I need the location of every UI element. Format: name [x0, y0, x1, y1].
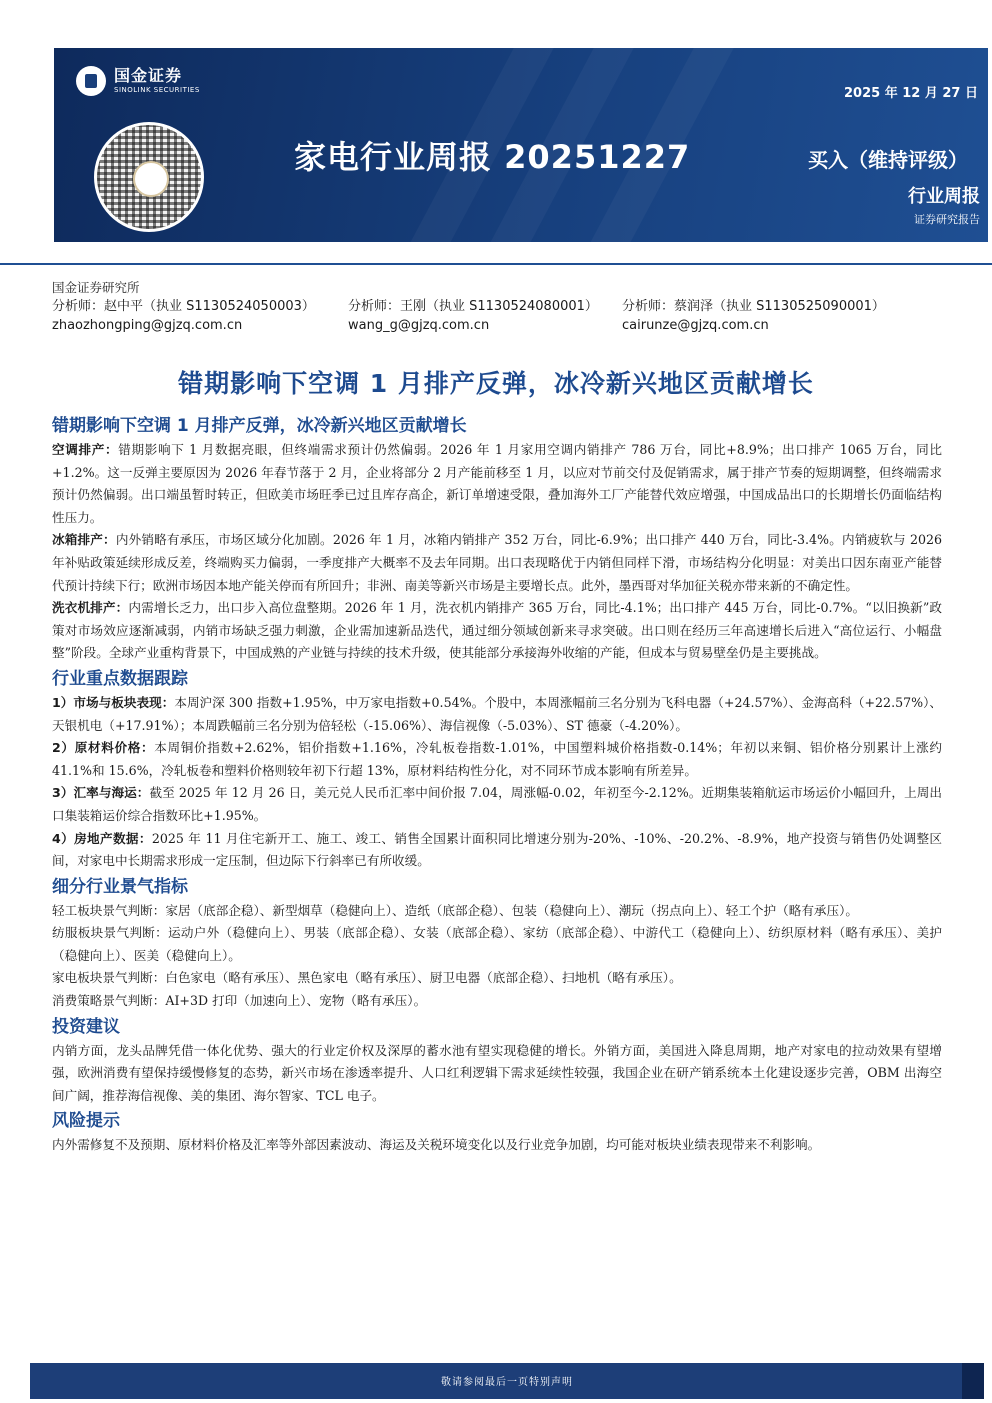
paragraph-lead: 1）市场与板块表现：	[52, 694, 175, 710]
footer-bar	[30, 1363, 984, 1399]
paragraph	[52, 828, 942, 873]
section-heading: 投资建议	[52, 1016, 120, 1037]
section-heading: 风险提示	[52, 1111, 120, 1132]
logo-icon	[76, 66, 106, 96]
paragraph: 家电板块景气判断：白色家电（略有承压）、黑色家电（略有承压）、厨卫电器（底部企稳）、扫地机（略有承压）。	[52, 970, 682, 986]
section-heading: 行业重点数据跟踪	[52, 668, 188, 689]
page-title: 错期影响下空调 1 月排产反弹，冰冷新兴地区贡献增长	[178, 369, 814, 398]
analyst-email[interactable]: wang_g@gjzq.com.cn	[348, 318, 490, 333]
paragraph-lead: 洗衣机排产：	[52, 600, 129, 616]
paragraph-text: 本周沪深 300 指数+1.95%，中万家电指数+0.54%。个股中，本周涨幅前三名分别为飞科电器（+24.57%）、金海高科（+22.57%）、天银机电（+17.91%）；本周跌幅前三名分别为倍轻松（-15.06%）、海信视像（-5.03%）、ST 德豪（-4.20%）。	[52, 694, 942, 733]
company-logo	[76, 66, 200, 96]
paragraph-lead: 冰箱排产：	[52, 532, 116, 548]
footer-corner	[962, 1363, 984, 1399]
paragraph-lead: 空调排产：	[52, 442, 119, 457]
paragraph: 消费策略景气判断：AI+3D 打印（加速向上）、宠物（略有承压）。	[52, 993, 427, 1009]
institute: 国金证券研究所	[52, 280, 140, 295]
footer-disclaimer: 敬请参阅最后一页特别声明	[441, 1377, 573, 1388]
paragraph-lead: 3）汇率与海运：	[52, 785, 150, 801]
report-date: 2025 年 12 月 27 日	[844, 86, 978, 101]
paragraph-lead: 4）房地产数据：	[52, 830, 152, 846]
paragraph	[52, 782, 942, 827]
qr-center-logo	[133, 161, 169, 197]
paragraph: 轻工板块景气判断：家居（底部企稳）、新型烟草（稳健向上）、造纸（底部企稳）、包装（稳健向上）、潮玩（拐点向上）、轻工个护（略有承压）。	[52, 902, 858, 918]
paragraph-text: 内外销略有承压，市场区域分化加剧。2026 年 1 月，冰箱内销排产 352 万台，同比-6.9%；出口排产 440 万台，同比-3.4%。内销疲软与 2026 年补贴政策延续形成反差，终端购买力偏弱，一季度排产大概率不及去年同期。出口表现略优于内销但同样下滑，市场结构分化明显：对美出口因东南亚产能替代预计持续下行；欧洲市场因本地产能关停而有所回升；非洲、南美等新兴市场是主要增长点。此外，墨西哥对华加征关税亦带来新的不确定性。	[52, 532, 943, 593]
paragraph-text: 2025 年 11 月住宅新开工、施工、竣工、销售全国累计面积同比增速分别为-20%、-10%、-20.2%、-8.9%，地产投资与销售仍处调整区间，对家电中长期需求形成一定压制，但边际下行斜率已有所收缓。	[52, 830, 943, 869]
analyst-emails	[52, 316, 952, 335]
analyst-name: 分析师：赵中平（执业 S1130524050003）	[52, 299, 315, 314]
analyst-email[interactable]: cairunze@gjzq.com.cn	[622, 318, 769, 333]
divider	[0, 263, 992, 265]
paragraph	[52, 692, 942, 737]
paragraph	[52, 737, 942, 782]
report-title: 家电行业周报 20251227	[294, 138, 691, 176]
paragraph-text: 错期影响下 1 月数据亮眼，但终端需求预计仍然偏弱。2026 年 1 月家用空调内销排产 786 万台，同比+8.9%；出口排产 1065 万台，同比+1.2%。这一反弹主要原因为 2026 年春节落于 2 月，企业将部分 2 月产能前移至 1 月，以应对节前交付及促销需求，属于排产节奏的短期调整，但终端需求预计仍然偏弱。出口端虽暂时转正，但欧美市场旺季已过且库存高企，新订单增速受限，叠加海外工厂产能替代效应增强，中国成品出口的长期增长仍面临结构性压力。	[52, 442, 942, 525]
header-banner	[54, 48, 988, 242]
paragraph-text: 本周铜价指数+2.62%，铝价指数+1.16%，冷轧板卷指数-1.01%，中国塑料城价格指数-0.14%；年初以来铜、铝价格分别累计上涨约 41.1%和 15.6%，冷轧板卷和塑料价格则较年初下行超 13%，原材料结构性分化，对不同环节成本影响有所差异。	[52, 740, 942, 778]
paragraph: 内销方面，龙头品牌凭借一体化优势、强大的行业定价权及深厚的蓄水池有望实现稳健的增长。外销方面，美国进入降息周期，地产对家电的拉动效果有望增强，欧洲消费有望保持缓慢修复的态势，新兴市场在渗透率提升、人口红利逻辑下需求延续性较强，我国企业在研产销系统本土化建设逐步完善，OBM 出海空间广阔，推荐海信视像、美的集团、海尔智家、TCL 电子。	[52, 1042, 942, 1103]
paragraph-text: 截至 2025 年 12 月 26 日，美元兑人民币汇率中间价报 7.04，周涨幅-0.02，年初至今-2.12%。近期集装箱航运市场运价小幅回升，上周出口集装箱运价综合指数环比+1.95%。	[52, 785, 942, 823]
paragraph-lead: 2）原材料价格：	[52, 740, 155, 756]
section-heading: 错期影响下空调 1 月排产反弹，冰冷新兴地区贡献增长	[52, 416, 467, 436]
analyst-names	[52, 297, 952, 316]
qr-code-icon	[94, 122, 204, 232]
paragraph: 纺服板块景气判断：运动户外（稳健向上）、男装（底部企稳）、女装（底部企稳）、家纺（底部企稳）、中游代工（稳健向上）、纺织原材料（略有承压）、美护（稳健向上）、医美（稳健向上）。	[52, 925, 942, 963]
logo-cn: 国金证券	[114, 66, 183, 85]
analyst-email[interactable]: zhaozhongping@gjzq.com.cn	[52, 318, 243, 333]
report-type: 行业周报	[908, 186, 980, 207]
analyst-name: 分析师：王刚（执业 S1130524080001）	[348, 299, 598, 314]
report-subtype: 证券研究报告	[914, 213, 980, 226]
paragraph	[52, 597, 942, 665]
paragraph	[52, 439, 942, 529]
analyst-name: 分析师：蔡润泽（执业 S1130525090001）	[622, 299, 885, 314]
rating: 买入（维持评级）	[808, 148, 968, 172]
paragraph	[52, 529, 942, 597]
paragraph: 内外需修复不及预期、原材料价格及汇率等外部因素波动、海运及关税环境变化以及行业竞争加剧，均可能对板块业绩表现带来不利影响。	[52, 1137, 821, 1153]
paragraph-text: 内需增长乏力，出口步入高位盘整期。2026 年 1 月，洗衣机内销排产 365 万台，同比-4.1%；出口排产 445 万台，同比-0.7%。“以旧换新”政策对市场效应逐渐减弱，内销市场缺乏强力刺激，企业需加速新品迭代，通过细分领域创新来寻求突破。出口则在经历三年高速增长后进入“高位运行、小幅盘整”阶段。全球产业重构背景下，中国成熟的产业链与持续的技术升级，使其能部分承接海外收缩的产能，但成本与贸易壁垒仍是主要挑战。	[52, 600, 943, 661]
analyst-block	[52, 278, 952, 335]
section-heading: 细分行业景气指标	[52, 876, 188, 897]
logo-en: SINOLINK SECURITIES	[114, 86, 200, 94]
report-body	[52, 412, 942, 1157]
